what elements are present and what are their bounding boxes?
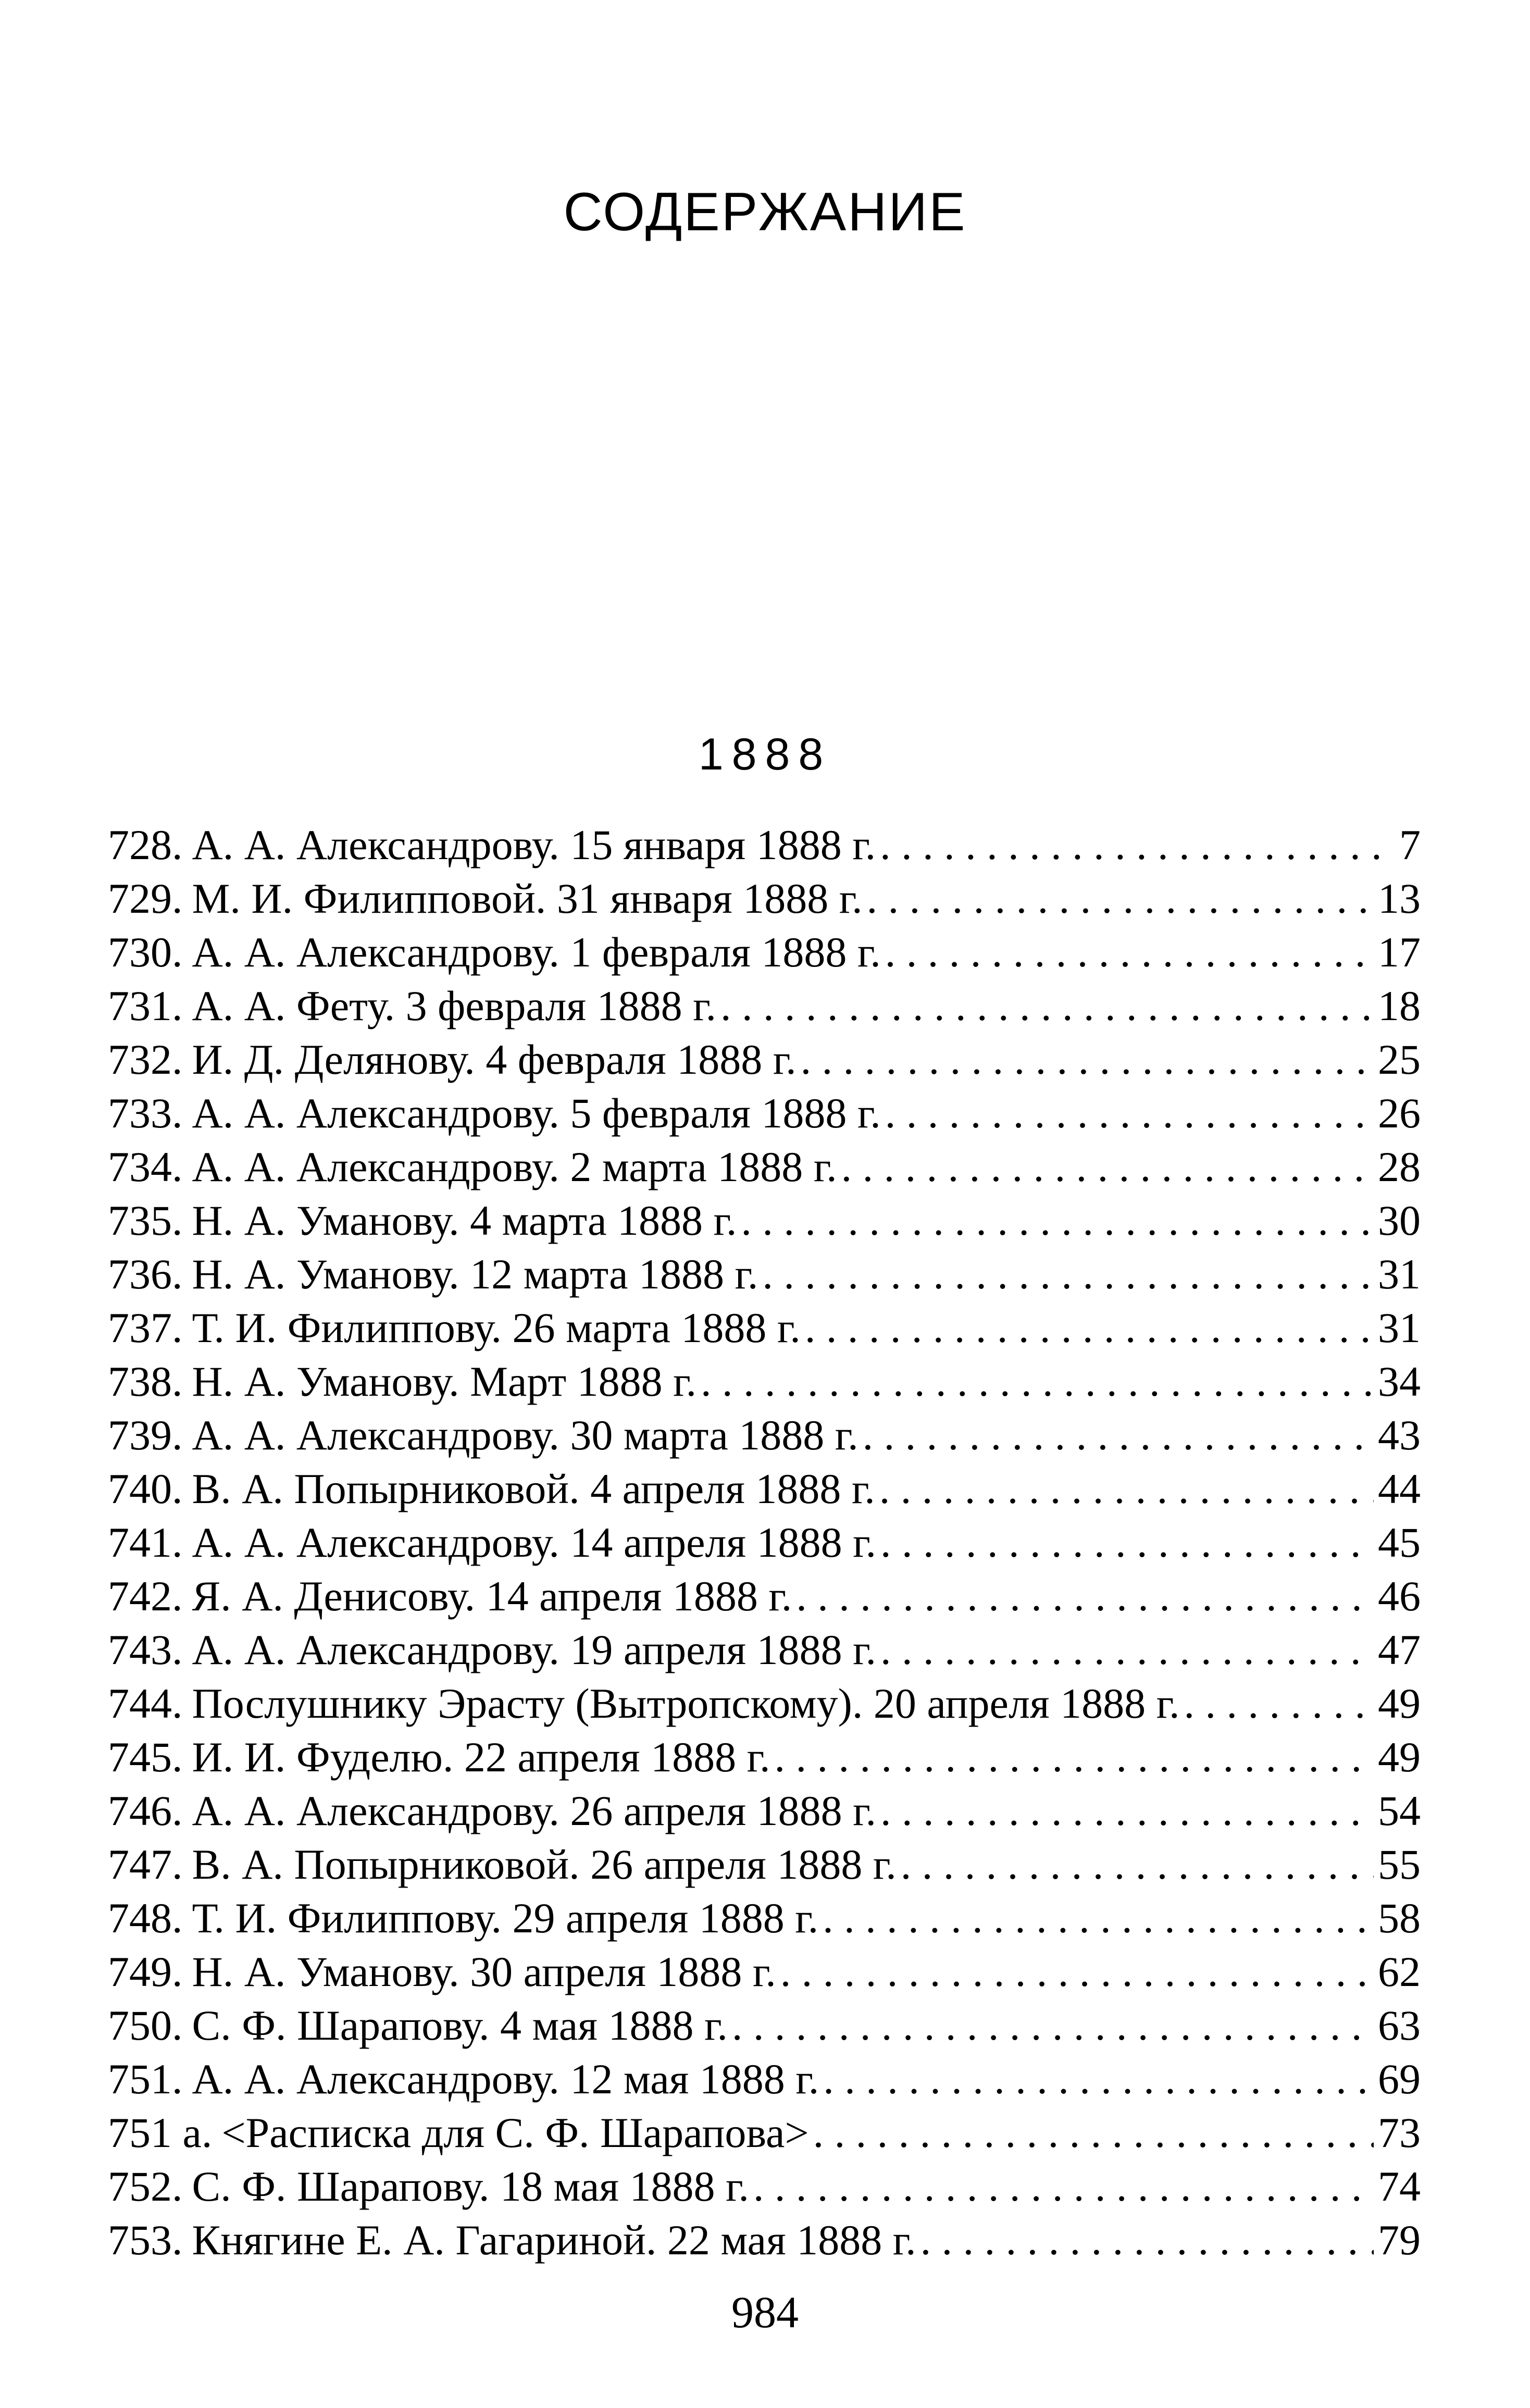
entry-title: А. А. Александрову. 26 апреля 1888 г. [192,1787,876,1834]
entry-number: 740. [108,1465,183,1512]
dot-leader [901,1838,1374,1891]
entry-page: 62 [1378,1948,1421,1995]
entry-page: 73 [1378,2109,1421,2156]
entry-number: 731. [108,982,183,1029]
entry-number: 729. [108,875,183,922]
dot-leader [921,2213,1374,2267]
entry-page: 13 [1378,875,1421,922]
dot-leader [885,1086,1374,1140]
entry-number: 746. [108,1787,183,1834]
entry-page: 18 [1378,982,1421,1029]
toc-entry [108,1999,1421,2052]
dot-leader [863,1408,1374,1462]
entry-number: 748. [108,1894,183,1942]
toc-entry [108,1247,1421,1301]
entry-number: 750. [108,2002,183,2049]
dot-leader [805,1301,1374,1355]
entry-page: 31 [1378,1304,1421,1351]
dot-leader [720,979,1374,1033]
entry-number: 741. [108,1519,183,1566]
toc-entry [108,1408,1421,1462]
entry-page: 54 [1378,1787,1421,1834]
entry-title: А. А. Александрову. 19 апреля 1888 г. [192,1626,876,1673]
entry-title: Т. И. Филиппову. 26 марта 1888 г. [192,1304,801,1351]
entry-number: 747. [108,1841,183,1888]
entry-number: 745. [108,1733,183,1781]
entry-number: 728. [108,821,183,868]
entry-number: 733. [108,1089,183,1137]
entry-number: 737. [108,1304,183,1351]
entry-page: 43 [1378,1411,1421,1459]
entry-number: 734. [108,1143,183,1190]
toc-entry [108,1891,1421,1945]
entry-title: И. И. Фуделю. 22 апреля 1888 г. [192,1733,770,1781]
dot-leader [880,1623,1374,1677]
entry-number: 730. [108,928,183,976]
toc-entry [108,1677,1421,1730]
entry-page: 44 [1378,1465,1421,1512]
entry-number: 743. [108,1626,183,1673]
entry-page: 69 [1378,2055,1421,2103]
entry-page: 25 [1378,1036,1421,1083]
toc-entry [108,1194,1421,1247]
dot-leader [813,2106,1374,2159]
entry-title: В. А. Попырниковой. 4 апреля 1888 г. [192,1465,875,1512]
dot-leader [880,1784,1374,1838]
entry-number: 732. [108,1036,183,1083]
toc-entry [108,1623,1421,1677]
entry-page: 46 [1378,1572,1421,1620]
entry-page: 58 [1378,1894,1421,1942]
toc-entry [108,818,1421,872]
toc-entry [108,1086,1421,1140]
entry-number: 742. [108,1572,183,1620]
entry-title: Княгине Е. А. Гагариной. 22 мая 1888 г. [192,2216,916,2264]
entry-page: 31 [1378,1250,1421,1298]
page-number: 984 [731,2287,799,2337]
dot-leader [774,1730,1374,1784]
entry-page: 17 [1378,928,1421,976]
entry-title: Н. А. Уманову. Март 1888 г. [192,1358,697,1405]
toc-entry [108,925,1421,979]
dot-leader [867,872,1374,925]
entry-page: 63 [1378,2002,1421,2049]
toc-entry [108,1838,1421,1891]
dot-leader [885,925,1374,979]
entry-title: С. Ф. Шарапову. 4 мая 1888 г. [192,2002,728,2049]
dot-leader [762,1247,1374,1301]
entry-number: 744. [108,1680,183,1727]
entry-title: В. А. Попырниковой. 26 апреля 1888 г. [192,1841,897,1888]
entry-page: 79 [1378,2216,1421,2264]
entry-number: 749. [108,1948,183,1995]
toc-entry [108,2213,1421,2267]
toc-entry [108,1730,1421,1784]
dot-leader [732,1999,1374,2052]
entry-title: Т. И. Филиппову. 29 апреля 1888 г. [192,1894,819,1942]
entry-title: А. А. Александрову. 5 февраля 1888 г. [192,1089,881,1137]
dot-leader [780,1945,1374,1999]
entry-title: А. А. Александрову. 15 января 1888 г. [192,821,876,868]
dot-leader [823,1891,1374,1945]
toc-entry [108,2106,1421,2159]
entry-page: 34 [1378,1358,1421,1405]
toc-entry [108,1355,1421,1408]
dot-leader [879,1462,1374,1516]
entry-title: С. Ф. Шарапову. 18 мая 1888 г. [192,2163,749,2210]
page-title: СОДЕРЖАНИЕ [563,182,967,242]
entry-title: Н. А. Уманову. 30 апреля 1888 г. [192,1948,776,1995]
entry-number: 751 а. [108,2109,213,2156]
entry-page: 30 [1378,1197,1421,1244]
dot-leader [753,2159,1374,2213]
dot-leader [880,1516,1374,1569]
dot-leader [741,1194,1374,1247]
dot-leader [880,818,1395,872]
entry-title: <Расписка для С. Ф. Шарапова> [221,2109,809,2156]
toc-entry [108,1033,1421,1086]
entry-title: А. А. Александрову. 1 февраля 1888 г. [192,928,881,976]
toc-entry [108,1462,1421,1516]
entry-number: 738. [108,1358,183,1405]
entry-title: Послушнику Эрасту (Вытропскому). 20 апреля 1888 г. [192,1680,1180,1727]
toc-entry [108,2052,1421,2106]
dot-leader [1184,1677,1374,1730]
toc-entry [108,1301,1421,1355]
entry-number: 739. [108,1411,183,1459]
year-heading: 1888 [698,729,832,779]
toc-entry [108,1140,1421,1194]
entry-title: А. А. Александрову. 30 марта 1888 г. [192,1411,859,1459]
toc-entry [108,1569,1421,1623]
toc-entry [108,1784,1421,1838]
entry-number: 753. [108,2216,183,2264]
dot-leader [841,1140,1374,1194]
entry-page: 74 [1378,2163,1421,2210]
entry-page: 55 [1378,1841,1421,1888]
entry-title: Н. А. Уманову. 12 марта 1888 г. [192,1250,758,1298]
entry-title: А. А. Александрову. 14 апреля 1888 г. [192,1519,876,1566]
dot-leader [801,1033,1374,1086]
entry-page: 7 [1399,821,1421,868]
toc-entry [108,2159,1421,2213]
toc-entry [108,979,1421,1033]
toc-entry [108,1516,1421,1569]
entry-page: 49 [1378,1680,1421,1727]
entry-number: 752. [108,2163,183,2210]
entry-number: 736. [108,1250,183,1298]
table-of-contents [108,818,1421,2267]
entry-number: 735. [108,1197,183,1244]
entry-page: 47 [1378,1626,1421,1673]
entry-title: М. И. Филипповой. 31 января 1888 г. [192,875,863,922]
dot-leader [796,1569,1374,1623]
entry-page: 45 [1378,1519,1421,1566]
entry-title: А. А. Фету. 3 февраля 1888 г. [192,982,717,1029]
entry-page: 26 [1378,1089,1421,1137]
entry-title: А. А. Александрову. 2 марта 1888 г. [192,1143,837,1190]
entry-title: А. А. Александрову. 12 мая 1888 г. [192,2055,819,2103]
entry-page: 49 [1378,1733,1421,1781]
toc-entry [108,872,1421,925]
dot-leader [701,1355,1374,1408]
entry-title: Н. А. Уманову. 4 марта 1888 г. [192,1197,737,1244]
entry-title: Я. А. Денисову. 14 апреля 1888 г. [192,1572,792,1620]
dot-leader [823,2052,1374,2106]
entry-title: И. Д. Делянову. 4 февраля 1888 г. [192,1036,797,1083]
toc-entry [108,1945,1421,1999]
entry-number: 751. [108,2055,183,2103]
entry-page: 28 [1378,1143,1421,1190]
